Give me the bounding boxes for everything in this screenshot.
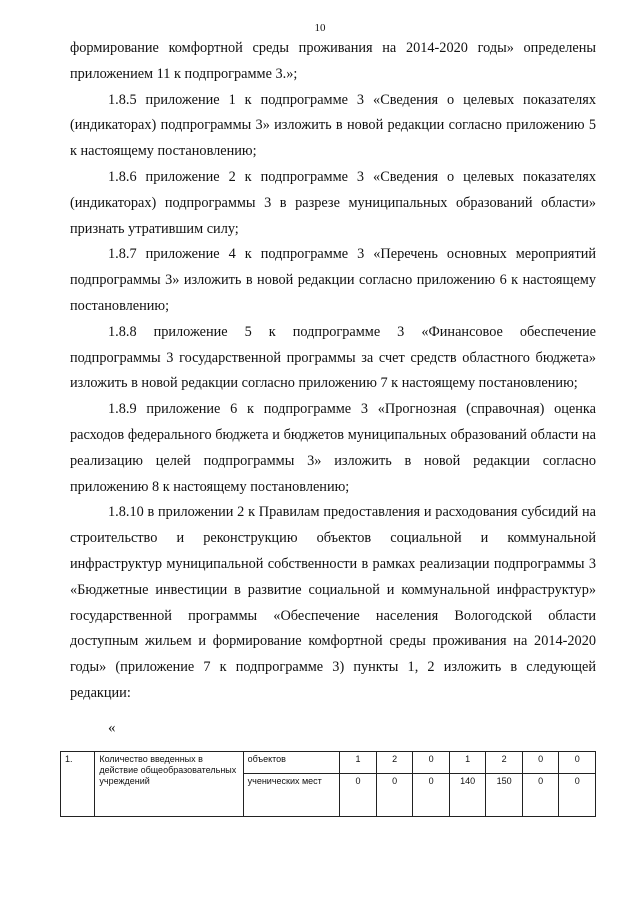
value-cell: 0	[559, 752, 596, 774]
paragraph-1-8-7: 1.8.7 приложение 4 к подпрограмме 3 «Перечень основных мероприятий подпрограммы 3» изложить в новой редакции согласно приложению 6 к настоящему постановлению;	[70, 246, 596, 314]
paragraph-1-8-5: 1.8.5 приложение 1 к подпрограмме 3 «Сведения о целевых показателях (индикаторах) подпрограммы 3» изложить в новой редакции согласно приложению 5 к настоящему постановлению;	[70, 91, 596, 160]
indicator-name-cell: Количество введенных в действие общеобразовательных учреждений	[95, 752, 243, 817]
unit-cell: объектов	[243, 752, 340, 774]
paragraph-continuation: формирование комфортной среды проживания на 2014-2020 годы» определены приложением 11 к подпрограмме 3.»;	[70, 40, 596, 82]
paragraph-1-8-8: 1.8.8 приложение 5 к подпрограмме 3 «Финансовое обеспечение подпрограммы 3 государственной программы за счет средств областного бюджета» изложить в новой редакции согласно приложению 7 к настоящему постановлению;	[70, 323, 596, 392]
paragraph-1-8-9: 1.8.9 приложение 6 к подпрограмме 3 «Прогнозная (справочная) оценка расходов федерального бюджета и бюджетов муниципальных образований области на реализацию целей подпрограммы 3» изложить в новой редакции согласно приложению 8 к настоящему постановлению;	[70, 401, 596, 495]
unit-cell: ученических мест	[243, 774, 340, 817]
page-number: 10	[314, 22, 326, 34]
value-cell: 150	[486, 774, 523, 817]
document-body	[70, 36, 596, 707]
value-cell: 2	[486, 752, 523, 774]
paragraph-1-8-6: 1.8.6 приложение 2 к подпрограмме 3 «Сведения о целевых показателях (индикаторах) подпрограммы 3 в разрезе муниципальных образований области» признать утратившим силу;	[70, 168, 596, 237]
value-cell: 1	[340, 752, 377, 774]
paragraph-1-8-10: 1.8.10 в приложении 2 к Правилам предоставления и расходования субсидий на строительство и реконструкцию объектов социальной и коммунальной инфраструктур муниципальной собственности в рамках реализации подпрограммы 3 «Бюджетные инвестиции в развитие социальной и коммунальной инфраструктур» государственной программы «Обеспечение населения Вологодской области доступным жильем и формирование комфортной среды проживания на 2014-2020 годы» (приложение 7 к подпрограмме 3) пункты 1, 2 изложить в следующей редакции:	[70, 504, 596, 701]
value-cell: 1	[449, 752, 486, 774]
value-cell: 0	[413, 752, 450, 774]
value-cell: 0	[522, 752, 559, 774]
value-cell: 0	[559, 774, 596, 817]
table-row	[61, 752, 596, 774]
value-cell: 0	[340, 774, 377, 817]
opening-quote-mark: «	[108, 720, 116, 736]
value-cell: 0	[522, 774, 559, 817]
value-cell: 0	[413, 774, 450, 817]
row-number-cell: 1.	[61, 752, 95, 817]
value-cell: 140	[449, 774, 486, 817]
value-cell: 0	[376, 774, 413, 817]
value-cell: 2	[376, 752, 413, 774]
indicators-table	[60, 751, 596, 817]
